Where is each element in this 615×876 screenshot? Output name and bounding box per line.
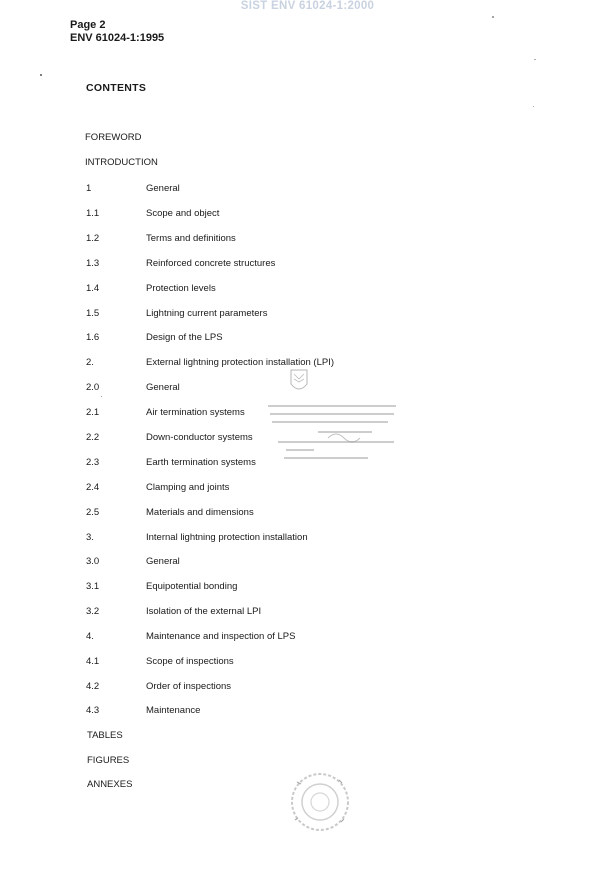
toc-entry-number: 4.2 [86,681,100,692]
toc-entry-number: 2.4 [86,482,100,493]
toc-entry-title: Protection levels [146,283,216,294]
toc-entry-title: Scope and object [146,208,220,219]
toc-entry-title: Maintenance and inspection of LPS [146,631,296,642]
toc-entry-title: General [146,556,180,567]
round-seal-icon [287,770,353,834]
toc-entry-number: 4. [86,631,94,642]
toc-entry-title: External lightning protection installation (LPI) [146,357,334,368]
toc-entry-number: 2.0 [86,382,100,393]
toc-entry-number: 4.1 [86,656,100,667]
scan-speck [492,16,494,18]
toc-entry-number: 1.4 [86,283,100,294]
toc-entry-title: FIGURES [87,755,130,766]
document-id: ENV 61024-1:1995 [70,32,165,44]
toc-entry-number: 1.6 [86,332,100,343]
toc-entry-number: 4.3 [86,705,100,716]
toc-entry-title: ANNEXES [87,779,133,790]
toc-entry-title: INTRODUCTION [85,157,158,168]
toc-entry-number: 3.1 [86,581,100,592]
receipt-stamp [258,368,398,476]
toc-entry-number: 1.1 [86,208,100,219]
toc-entry-number: 2. [86,357,94,368]
toc-entry-title: General [146,382,180,393]
toc-entry-title: Materials and dimensions [146,507,254,518]
toc-entry-title: Order of inspections [146,681,232,692]
toc-entry-title: Design of the LPS [146,332,223,343]
scan-speck [534,59,536,60]
page-number: Page 2 [70,19,106,31]
toc-entry-title: Scope of inspections [146,656,234,667]
toc-entry-number: 1.3 [86,258,100,269]
toc-entry-number: 2.5 [86,507,100,518]
toc-entry-title: Earth termination systems [146,457,256,468]
toc-entry-number: 1 [86,183,92,194]
watermark: SIST ENV 61024-1:2000 [240,0,375,12]
toc-entry-title: Maintenance [146,705,201,716]
toc-entry-title: Isolation of the external LPI [146,606,262,617]
toc-entry-title: Equipotential bonding [146,581,238,592]
toc-entry-title: Reinforced concrete structures [146,258,276,269]
toc-entry-number: 3. [86,532,94,543]
toc-entry-number: 3.2 [86,606,100,617]
toc-entry-number: 2.1 [86,407,100,418]
toc-entry-title: Terms and definitions [146,233,236,244]
toc-entry-title: FOREWORD [85,132,142,143]
coat-of-arms-icon [291,370,307,389]
scan-speck [533,106,534,107]
toc-entry-title: General [146,183,180,194]
toc-entry-title: Down-conductor systems [146,432,253,443]
contents-heading: CONTENTS [86,82,147,94]
toc-entry-number: 1.2 [86,233,100,244]
toc-entry-number: 2.3 [86,457,100,468]
toc-entry-title: TABLES [87,730,123,741]
toc-entry-title: Lightning current parameters [146,308,268,319]
toc-entry-title: Air termination systems [146,407,245,418]
toc-entry-title: Internal lightning protection installation [146,532,308,543]
scan-speck [101,396,102,397]
toc-entry-title: Clamping and joints [146,482,230,493]
stamp-text-lines [268,406,396,458]
toc-entry-number: 2.2 [86,432,100,443]
toc-entry-number: 1.5 [86,308,100,319]
toc-entry-number: 3.0 [86,556,100,567]
scan-speck [40,74,42,76]
